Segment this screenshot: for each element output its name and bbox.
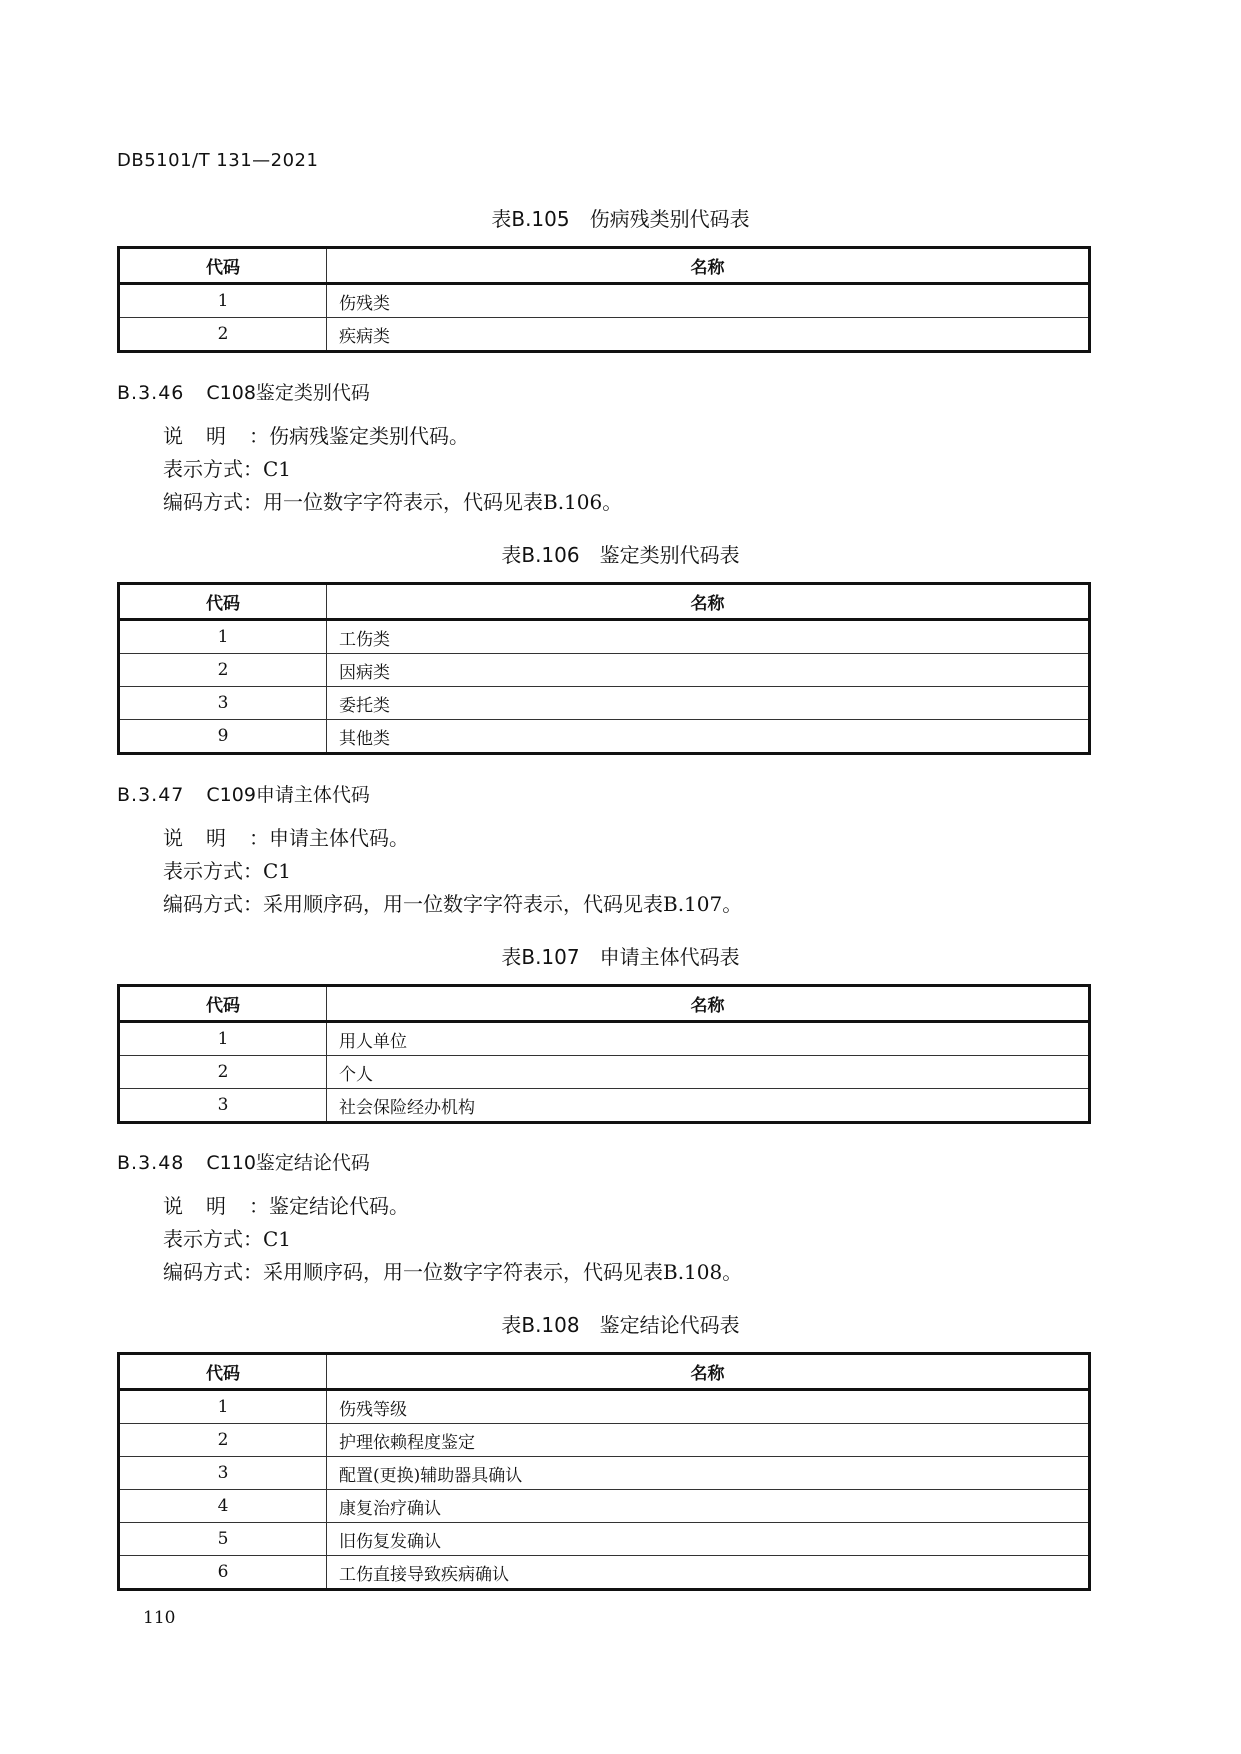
name-cell: 其他类 [327,720,1090,754]
column-header-code: 代码 [119,584,327,620]
representation-line: 表示方式：C1 [163,859,292,883]
table-b106 [117,582,1091,755]
table-row [119,1089,1090,1123]
section-heading-b346 [117,378,370,405]
column-header-code: 代码 [119,1354,327,1390]
column-header-code: 代码 [119,986,327,1022]
table-row [119,1022,1090,1056]
description-line [163,420,622,453]
representation-line: 表示方式：C1 [163,457,292,481]
table-row [119,620,1090,654]
section-title: C109申请主体代码 [206,784,370,806]
section-b348-description [163,1190,742,1289]
code-cell: 5 [119,1523,327,1556]
name-cell: 工伤类 [327,620,1090,654]
table-row [119,1556,1090,1590]
page-number: 110 [143,1608,176,1628]
name-cell: 配置(更换)辅助器具确认 [327,1457,1090,1490]
name-cell: 社会保险经办机构 [327,1089,1090,1123]
name-cell: 康复治疗确认 [327,1490,1090,1523]
table-b105 [117,246,1091,353]
table-row [119,1457,1090,1490]
code-cell: 3 [119,1457,327,1490]
description-line [163,1190,742,1223]
name-cell: 委托类 [327,687,1090,720]
code-cell: 1 [119,1390,327,1424]
name-cell: 疾病类 [327,318,1090,352]
table-row [119,284,1090,318]
section-number: B.3.46 [117,382,185,404]
code-cell: 3 [119,687,327,720]
column-header-name: 名称 [327,1354,1090,1390]
code-cell: 1 [119,1022,327,1056]
table-row [119,654,1090,687]
encoding-line: 编码方式：采用顺序码，用一位数字字符表示，代码见表B.108。 [163,1260,743,1284]
table-b106-caption: 表B.106 鉴定类别代码表 [501,543,740,567]
code-cell: 3 [119,1089,327,1123]
code-cell: 4 [119,1490,327,1523]
table-b107 [117,984,1091,1124]
name-cell: 工伤直接导致疾病确认 [327,1556,1090,1590]
description-value: ：伤病残鉴定类别代码。 [249,424,469,448]
code-cell: 1 [119,620,327,654]
table-row [119,687,1090,720]
name-cell: 因病类 [327,654,1090,687]
code-cell: 2 [119,318,327,352]
name-cell: 用人单位 [327,1022,1090,1056]
name-cell: 伤残类 [327,284,1090,318]
description-line [163,822,742,855]
column-header-name: 名称 [327,248,1090,284]
table-b107-caption: 表B.107 申请主体代码表 [501,945,740,969]
section-number: B.3.48 [117,1152,185,1174]
name-cell: 伤残等级 [327,1390,1090,1424]
encoding-line: 编码方式：用一位数字字符表示，代码见表B.106。 [163,490,623,514]
column-header-name: 名称 [327,584,1090,620]
table-row [119,318,1090,352]
representation-line: 表示方式：C1 [163,1227,292,1251]
section-heading-b347 [117,780,370,807]
description-label: 说明 [163,1194,249,1218]
table-row [119,1424,1090,1457]
table-b108-caption: 表B.108 鉴定结论代码表 [501,1313,740,1337]
column-header-code: 代码 [119,248,327,284]
section-heading-b348 [117,1148,370,1175]
table-row [119,1523,1090,1556]
table-row [119,1490,1090,1523]
section-b347-description [163,822,742,921]
section-b346-description [163,420,622,519]
code-cell: 2 [119,654,327,687]
description-value: ：鉴定结论代码。 [249,1194,409,1218]
code-cell: 9 [119,720,327,754]
document-code-header: DB5101/T 131—2021 [117,150,319,171]
name-cell: 个人 [327,1056,1090,1089]
code-cell: 2 [119,1056,327,1089]
table-b108 [117,1352,1091,1591]
name-cell: 旧伤复发确认 [327,1523,1090,1556]
table-b105-caption: 表B.105 伤病残类别代码表 [491,207,750,231]
description-label: 说明 [163,424,249,448]
description-value: ：申请主体代码。 [249,826,409,850]
name-cell: 护理依赖程度鉴定 [327,1424,1090,1457]
code-cell: 2 [119,1424,327,1457]
code-cell: 1 [119,284,327,318]
section-title: C108鉴定类别代码 [206,382,370,404]
table-row [119,1390,1090,1424]
encoding-line: 编码方式：采用顺序码，用一位数字字符表示，代码见表B.107。 [163,892,743,916]
section-number: B.3.47 [117,784,185,806]
description-label: 说明 [163,826,249,850]
code-cell: 6 [119,1556,327,1590]
column-header-name: 名称 [327,986,1090,1022]
table-row [119,1056,1090,1089]
section-title: C110鉴定结论代码 [206,1152,370,1174]
table-row [119,720,1090,754]
